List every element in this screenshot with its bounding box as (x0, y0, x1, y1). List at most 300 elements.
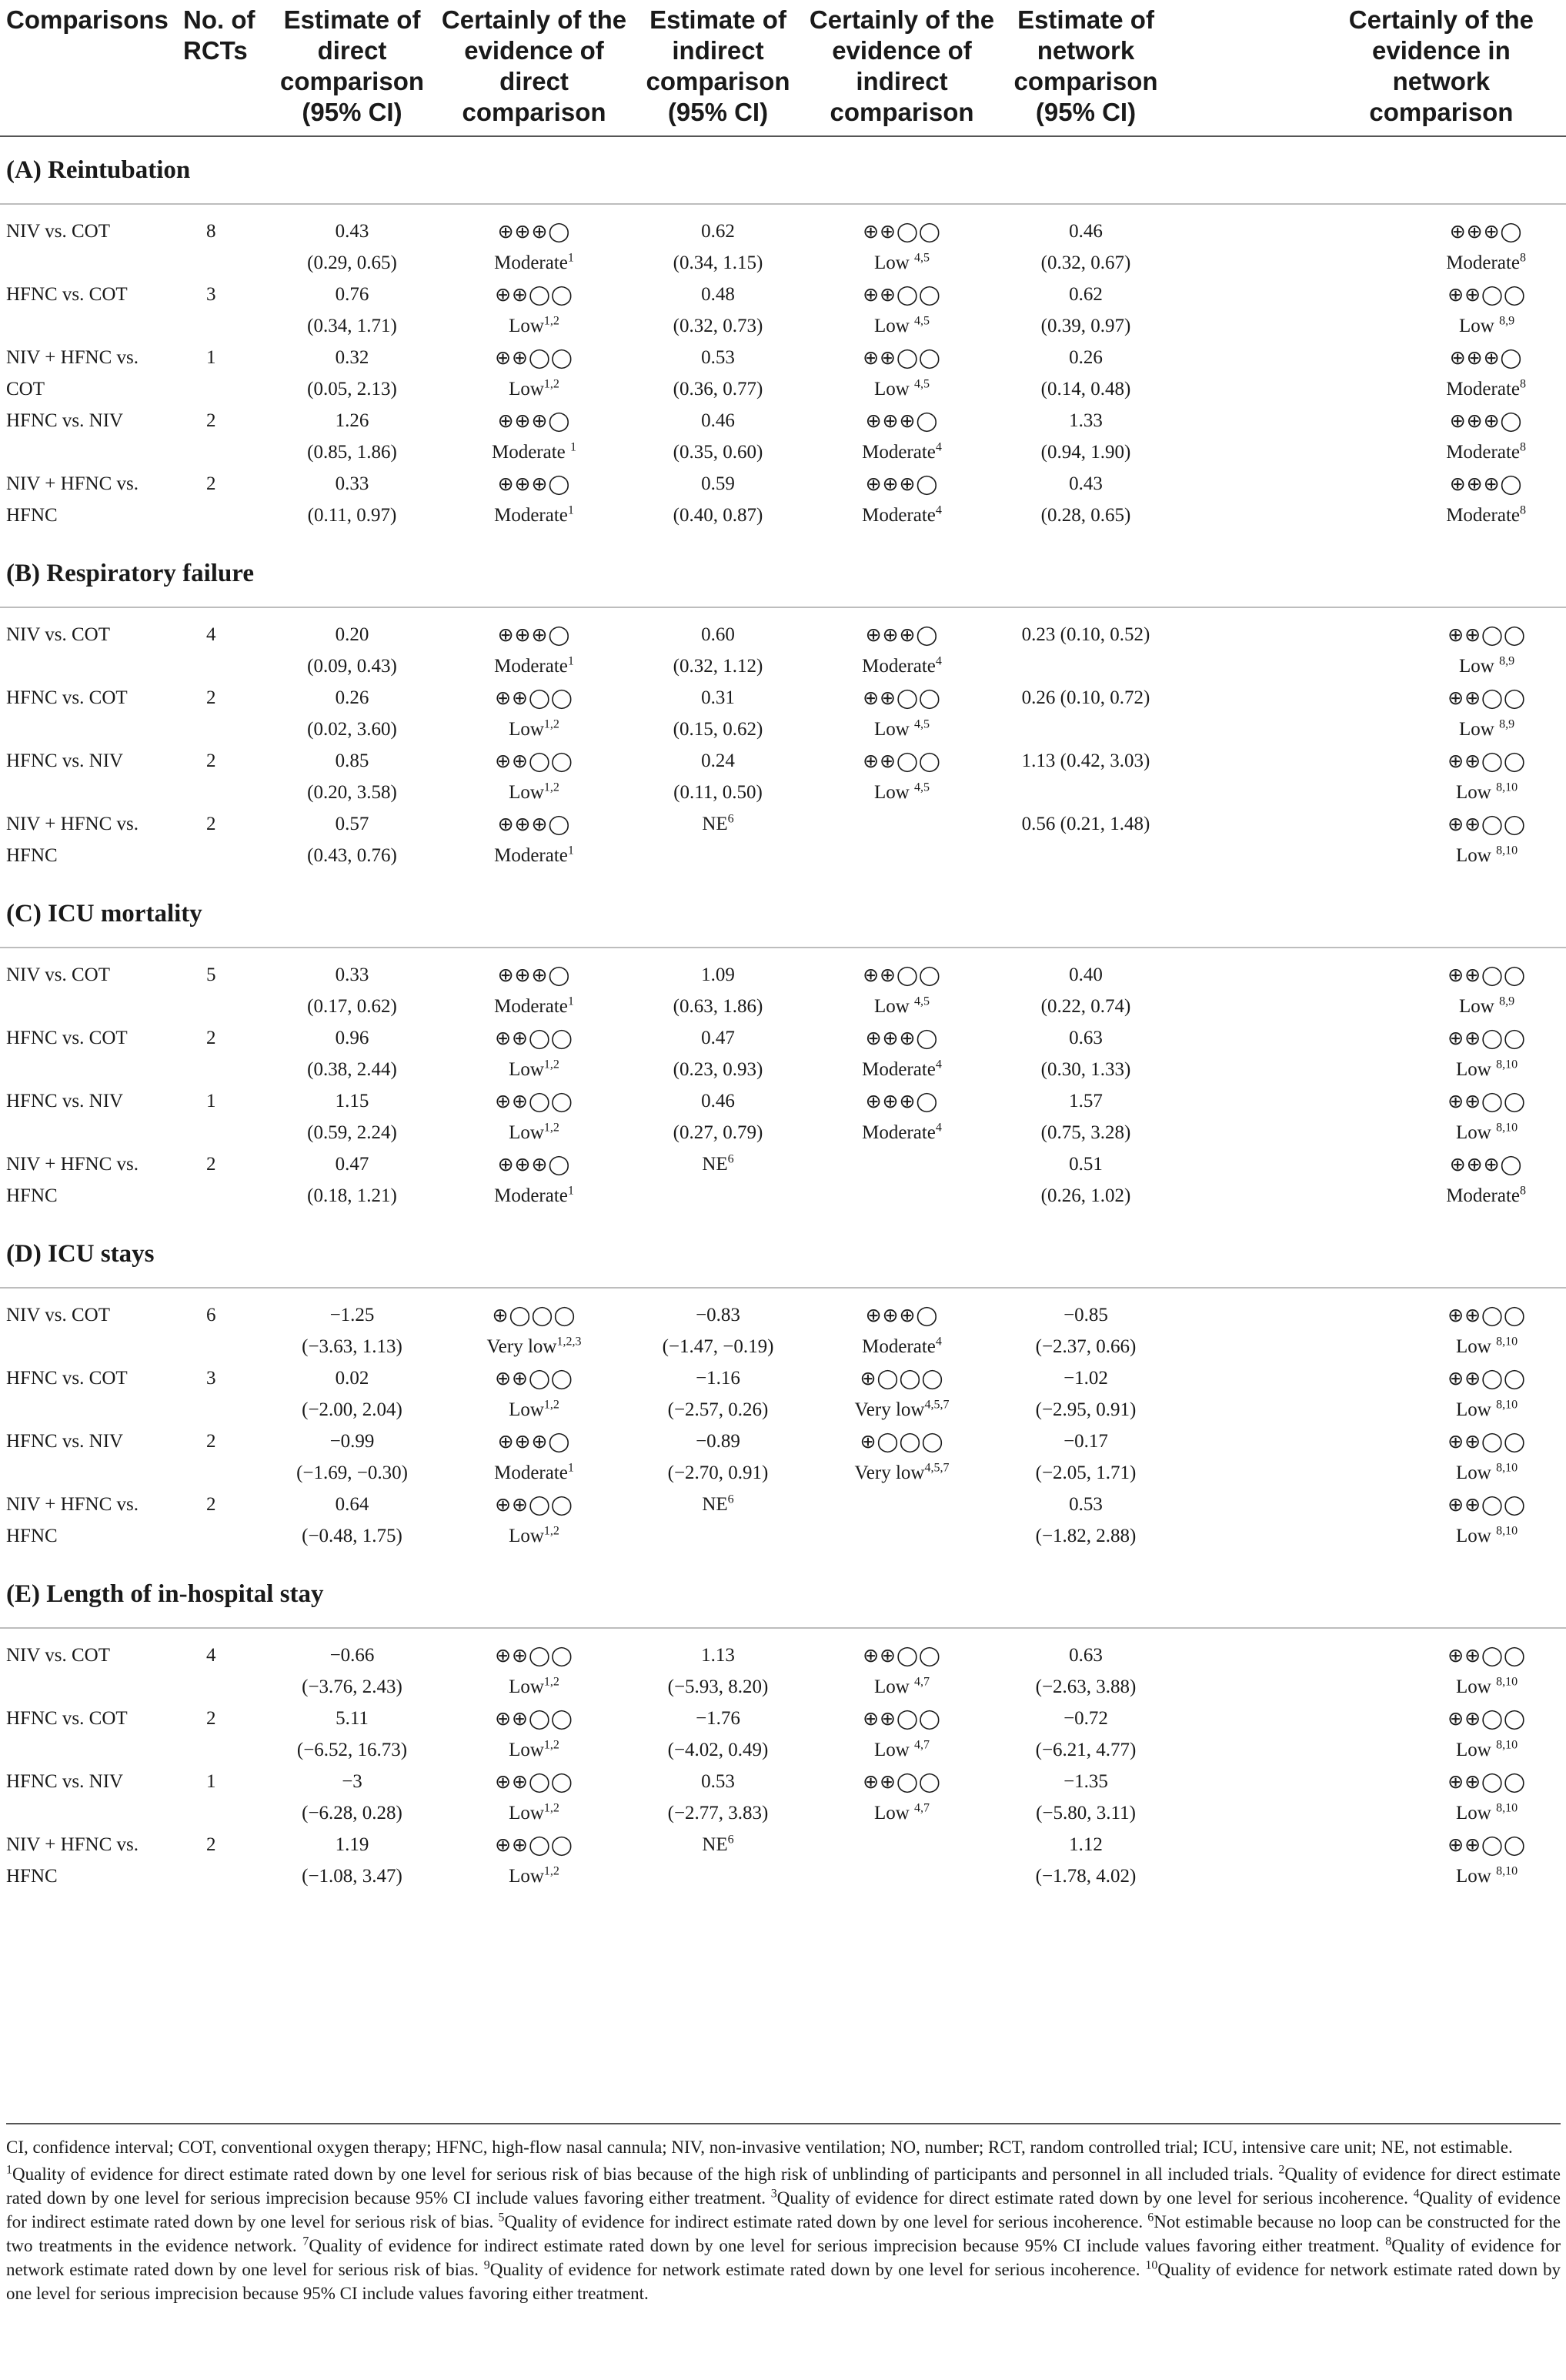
estimate-line: −0.83 (696, 1305, 740, 1325)
estimate-line: −0.85 (1063, 1305, 1108, 1325)
estimate-line: (0.18, 1.21) (307, 1185, 397, 1206)
network-certainty (1167, 1362, 1566, 1426)
footnote-ref: 8,9 (1499, 717, 1515, 731)
certainty-label: Moderate$^8$ (1446, 251, 1526, 273)
indirect-estimate (637, 405, 799, 468)
rct-count: 2 (206, 410, 216, 431)
estimate-line: (0.23, 0.93) (673, 1059, 763, 1080)
table-row (0, 342, 1566, 405)
certainty-symbols: ⊕⊕◯◯ (863, 1707, 941, 1730)
comparison-label: HFNC (6, 505, 58, 526)
estimate-line: 0.47 (335, 1154, 369, 1175)
header-direct-estimate (273, 0, 431, 136)
footnote-ref: 8,9 (1499, 994, 1515, 1008)
comparison-label: HFNC vs. NIV (6, 410, 124, 431)
estimate-line: (−6.52, 16.73) (296, 1740, 408, 1760)
network-certainty (1167, 745, 1566, 808)
comparison-cell (0, 1703, 177, 1766)
comparison-cell (0, 682, 177, 745)
direct-certainty (431, 405, 637, 468)
table-row (0, 808, 1566, 881)
header-line: indirect (672, 36, 764, 65)
certainty-symbols: ⊕⊕◯◯ (495, 687, 573, 709)
footnote-ref: 4 (935, 440, 942, 454)
estimate-line: (0.39, 0.97) (1040, 316, 1131, 336)
certainty-label: Low$^{1,2}$ (509, 377, 559, 399)
estimate-line: 5.11 (336, 1708, 369, 1729)
network-estimate (1005, 1288, 1167, 1362)
indirect-estimate (637, 1766, 799, 1829)
certainty-symbols: ⊕⊕◯◯ (1447, 623, 1526, 646)
direct-certainty (431, 1426, 637, 1489)
network-certainty-wrap (1447, 1426, 1526, 1489)
footnote-text: Not estimable because no loop can be constructed for the two treatments in the evidence network. (6, 2212, 1561, 2255)
header-line: comparison (1013, 67, 1158, 95)
estimate-line: 0.26 (1069, 347, 1103, 368)
certainty-label: Low$^{1,2}$ (509, 1801, 559, 1823)
estimate-line: 0.48 (701, 284, 735, 305)
estimate-line: (−2.95, 0.91) (1035, 1399, 1137, 1420)
footnote-number: 1 (6, 2163, 12, 2177)
estimate-line: 0.46 (1069, 221, 1103, 242)
rct-count: 2 (206, 687, 216, 708)
certainty-symbols: ⊕⊕◯◯ (1447, 1707, 1526, 1730)
comparison-cell (0, 468, 177, 540)
header-line: RCTs (183, 36, 248, 65)
footnote-ref: 1,2 (543, 1524, 559, 1538)
comparison-cell (0, 342, 177, 405)
footnote-ref: 1 (567, 844, 574, 857)
footnote-text: Quality of evidence for network estimate rated down by one level for serious imprecision because 95% CI include values favoring either treatment. (6, 2260, 1561, 2303)
estimate-line: (−2.70, 0.91) (667, 1462, 769, 1483)
indirect-certainty (799, 1288, 1005, 1362)
estimate-line: 1.33 (1069, 410, 1103, 431)
comparison-label: NIV + HFNC vs. (6, 473, 139, 494)
certainty-label: Low $^{8,9}$ (1459, 314, 1515, 336)
certainty-symbols: ⊕⊕◯◯ (495, 1644, 573, 1666)
comparison-label: HFNC (6, 845, 58, 866)
comparison-cell (0, 1288, 177, 1362)
certainty-label: Very low$^{4,5,7}$ (854, 1398, 950, 1420)
certainty-symbols: ⊕⊕⊕◯ (1449, 473, 1523, 495)
estimate-line: 0.43 (335, 221, 369, 242)
comparison-cell (0, 1085, 177, 1148)
certainty-label: Moderate$^1$ (494, 503, 574, 526)
certainty-label: Low $^{8,10}$ (1456, 1675, 1518, 1697)
network-certainty (1167, 1288, 1566, 1362)
estimate-line: (−2.63, 3.88) (1035, 1676, 1137, 1697)
footnote-ref: 6 (727, 1833, 734, 1847)
footnote-ref: 8 (1520, 440, 1526, 454)
comparison-label: HFNC vs. NIV (6, 1431, 124, 1452)
footnote-ref: 1,2 (543, 717, 559, 731)
certainty-label: Very low$^{4,5,7}$ (854, 1461, 950, 1483)
footnote-text: Quality of evidence for direct estimate rated down by one level for serious risk of bias because of the high risk of unblinding of participants and personnel in all included trials. (12, 2164, 1279, 2184)
certainty-symbols: ⊕⊕⊕◯ (1449, 1153, 1523, 1175)
footnote-ref: 8,10 (1496, 1738, 1518, 1752)
footnote-ref: 1,2 (543, 1675, 559, 1689)
indirect-certainty (799, 948, 1005, 1022)
footnote-ref: 1,2 (543, 781, 559, 794)
network-certainty-wrap (1446, 342, 1526, 405)
direct-estimate (273, 808, 431, 881)
comparison-label: HFNC (6, 1526, 58, 1546)
estimate-line: 1.09 (701, 964, 735, 985)
estimate-line: (−2.05, 1.71) (1035, 1462, 1137, 1483)
network-estimate (1005, 1362, 1167, 1426)
header-line: network (1037, 36, 1135, 65)
indirect-estimate (637, 1489, 799, 1561)
estimate-line: (0.36, 0.77) (673, 379, 763, 399)
estimate-line: 0.76 (335, 284, 369, 305)
comparison-label: NIV + HFNC vs. (6, 814, 139, 834)
footnote-ref: 1 (567, 251, 574, 265)
indirect-estimate (637, 342, 799, 405)
direct-estimate (273, 682, 431, 745)
network-certainty-wrap (1447, 959, 1526, 1022)
comparison-label: HFNC vs. NIV (6, 1091, 124, 1111)
indirect-estimate (637, 1148, 799, 1221)
direct-certainty (431, 1148, 637, 1221)
footnote-ref: 1 (567, 1461, 574, 1475)
certainty-label: Moderate$^4$ (862, 503, 942, 526)
certainty-label: Moderate$^1$ (494, 994, 574, 1017)
certainty-symbols: ⊕⊕◯◯ (495, 1833, 573, 1856)
estimate-line: 1.12 (1069, 1834, 1103, 1855)
estimate-line: 0.53 (1069, 1494, 1103, 1515)
network-certainty (1167, 1489, 1566, 1561)
estimate-line: (0.05, 2.13) (307, 379, 397, 399)
estimate-line: 0.51 (1069, 1154, 1103, 1175)
footnote-ref: 4,5 (914, 781, 930, 794)
footnote-number: 9 (483, 2258, 490, 2272)
certainty-label: Low$^{1,2}$ (509, 781, 559, 803)
table-row (0, 468, 1566, 540)
estimate-line: 0.32 (335, 347, 369, 368)
comparison-cell (0, 279, 177, 342)
indirect-certainty (799, 1703, 1005, 1766)
estimate-line: (0.27, 0.79) (673, 1122, 763, 1143)
footnote-ref: 1,2 (543, 377, 559, 391)
certainty-symbols: ⊕⊕◯◯ (863, 1644, 941, 1666)
network-estimate (1005, 745, 1167, 808)
certainty-symbols: ⊕⊕◯◯ (495, 750, 573, 772)
network-certainty (1167, 405, 1566, 468)
estimate-line: (0.94, 1.90) (1040, 442, 1131, 463)
estimate-line: (−2.37, 0.66) (1035, 1336, 1137, 1357)
network-certainty (1167, 607, 1566, 682)
certainty-symbols: ⊕⊕⊕◯ (497, 964, 571, 986)
network-certainty-wrap (1446, 405, 1526, 468)
indirect-certainty (799, 1628, 1005, 1703)
indirect-certainty (799, 1085, 1005, 1148)
network-estimate (1005, 468, 1167, 540)
certainty-symbols: ⊕⊕◯◯ (863, 346, 941, 369)
certainty-label: Low $^{4,7}$ (873, 1675, 930, 1697)
network-estimate (1005, 1628, 1167, 1703)
section-row (0, 1221, 1566, 1288)
section-title: (A) Reintubation (0, 136, 1566, 204)
header-indirect-certainty (799, 0, 1005, 136)
direct-estimate (273, 1148, 431, 1221)
comparison-cell (0, 1829, 177, 1901)
certainty-label: Low $^{8,10}$ (1456, 1524, 1518, 1546)
estimate-line: 0.57 (335, 814, 369, 834)
header-line: comparison (279, 67, 425, 95)
estimate-line: 0.46 (701, 1091, 735, 1111)
footnote-ref: 4,5 (914, 994, 930, 1008)
table-row (0, 1362, 1566, 1426)
certainty-symbols: ⊕⊕⊕◯ (865, 1090, 939, 1112)
certainty-symbols: ⊕⊕⊕◯ (865, 1027, 939, 1049)
direct-estimate (273, 468, 431, 540)
estimate-line: 0.23 (0.10, 0.52) (1021, 624, 1150, 645)
rct-count: 5 (206, 964, 216, 985)
footnote-ref: 4 (935, 503, 942, 517)
certainty-symbols: ⊕⊕◯◯ (1447, 687, 1526, 709)
indirect-estimate (637, 279, 799, 342)
certainty-symbols: ⊕⊕⊕◯ (865, 473, 939, 495)
comparison-cell (0, 808, 177, 881)
direct-estimate (273, 405, 431, 468)
header-line: (95% CI) (667, 98, 769, 126)
direct-estimate (273, 1489, 431, 1561)
estimate-line: (−0.48, 1.75) (302, 1526, 402, 1546)
table-row (0, 1148, 1566, 1221)
footnote-number: 3 (770, 2187, 777, 2201)
footnote-number: 4 (1413, 2187, 1420, 2201)
direct-certainty (431, 1703, 637, 1766)
header-line: Certainly of the (441, 5, 627, 34)
footnote-ref: 4,5 (914, 717, 930, 731)
network-estimate (1005, 405, 1167, 468)
certainty-symbols: ⊕⊕◯◯ (863, 220, 941, 242)
estimate-line: −1.25 (329, 1305, 375, 1325)
rct-count: 2 (206, 473, 216, 494)
estimate-line: (0.17, 0.62) (307, 996, 397, 1017)
indirect-estimate (637, 1022, 799, 1085)
rct-count: 1 (206, 1091, 216, 1111)
footnote-number: 5 (498, 2211, 505, 2225)
indirect-certainty (799, 1766, 1005, 1829)
network-certainty (1167, 1426, 1566, 1489)
network-certainty-wrap (1447, 808, 1526, 871)
estimate-line: (−1.78, 4.02) (1035, 1866, 1137, 1887)
header-line: (95% CI) (302, 98, 402, 126)
estimate-line: (0.11, 0.97) (307, 505, 397, 526)
certainty-label: Low $^{8,10}$ (1456, 1058, 1518, 1080)
estimate-line: 0.02 (335, 1368, 369, 1389)
table-row (0, 1489, 1566, 1561)
footnote-text: Quality of evidence for network estimate rated down by one level for serious incoherence. (489, 2260, 1146, 2279)
comparison-cell (0, 1426, 177, 1489)
indirect-certainty (799, 745, 1005, 808)
rct-count: 3 (206, 1368, 216, 1389)
footnote-ref: 4,7 (914, 1738, 930, 1752)
certainty-label: Low$^{1,2}$ (509, 1675, 559, 1697)
certainty-symbols: ⊕⊕◯◯ (1447, 1833, 1526, 1856)
estimate-line: (0.43, 0.76) (307, 845, 397, 866)
estimate-line: 0.26 (335, 687, 369, 708)
footnote-ref: 8,9 (1499, 654, 1515, 668)
certainty-symbols: ⊕⊕◯◯ (1447, 964, 1526, 986)
section-row (0, 136, 1566, 204)
rct-count: 1 (206, 1771, 216, 1792)
comparison-label: NIV + HFNC vs. (6, 1494, 139, 1515)
header-line: evidence of (464, 36, 604, 65)
footnote-ref: 1 (567, 503, 574, 517)
certainty-label: Low $^{4,5}$ (873, 251, 930, 273)
header-indirect-estimate (637, 0, 799, 136)
certainty-symbols: ⊕⊕◯◯ (863, 687, 941, 709)
footnote-ref: 1,2 (543, 1058, 559, 1071)
estimate-line: (0.02, 3.60) (307, 719, 397, 740)
certainty-label: Low $^{8,10}$ (1456, 1738, 1518, 1760)
comparison-label: NIV + HFNC vs. (6, 1154, 139, 1175)
table-header (0, 0, 1566, 136)
comparison-cell (0, 204, 177, 279)
certainty-symbols: ⊕⊕⊕◯ (497, 473, 571, 495)
indirect-certainty (799, 607, 1005, 682)
certainty-symbols: ⊕⊕⊕◯ (865, 623, 939, 646)
certainty-symbols: ⊕⊕⊕◯ (497, 409, 571, 432)
estimate-line: (0.34, 1.71) (307, 316, 397, 336)
footnote-ref: 1,2 (543, 1738, 559, 1752)
estimate-line: 1.15 (335, 1091, 369, 1111)
estimate-line: 0.62 (701, 221, 735, 242)
estimate-line: 0.46 (701, 410, 735, 431)
header-line: No. of (183, 5, 255, 34)
certainty-symbols: ⊕⊕◯◯ (1447, 1027, 1526, 1049)
direct-estimate (273, 1766, 431, 1829)
estimate-line: 1.13 (0.42, 3.03) (1021, 750, 1150, 771)
footnote-ref: 6 (727, 1493, 734, 1506)
table-row (0, 1703, 1566, 1766)
estimate-line: −1.76 (696, 1708, 740, 1729)
indirect-estimate (637, 745, 799, 808)
rct-count: 2 (206, 1494, 216, 1515)
estimate-line: (0.32, 0.67) (1040, 252, 1131, 273)
header-network-estimate (1005, 0, 1167, 136)
footnote-text: Quality of evidence for indirect estimate rated down by one level for serious incoherence. (504, 2212, 1148, 2231)
header-line: (95% CI) (1035, 98, 1137, 126)
estimate-line: (0.34, 1.15) (673, 252, 763, 273)
footnote-number: 7 (302, 2235, 309, 2248)
table-footnotes (6, 2123, 1561, 2305)
indirect-certainty (799, 682, 1005, 745)
estimate-line: 0.26 (0.10, 0.72) (1021, 687, 1150, 708)
header-comparisons: Comparisons (0, 0, 177, 136)
certainty-label: Moderate$^1$ (494, 1461, 574, 1483)
certainty-symbols: ⊕⊕⊕◯ (1449, 409, 1523, 432)
section-title: (B) Respiratory failure (0, 540, 1566, 607)
indirect-certainty (799, 1426, 1005, 1489)
footnote-ref: 8,10 (1496, 781, 1518, 794)
footnote-ref: 8 (1520, 377, 1526, 391)
table-row (0, 682, 1566, 745)
estimate-line: (0.30, 1.33) (1040, 1059, 1131, 1080)
footnote-ref: 4,7 (914, 1675, 930, 1689)
estimate-line: (0.35, 0.60) (673, 442, 763, 463)
indirect-estimate (637, 1426, 799, 1489)
network-certainty (1167, 1829, 1566, 1901)
footnote-ref: 1,2,3 (556, 1335, 582, 1349)
estimate-line: 0.20 (335, 624, 369, 645)
direct-certainty (431, 1085, 637, 1148)
rct-count: 2 (206, 1154, 216, 1175)
estimate-line: 0.62 (1069, 284, 1103, 305)
footnote-ref: 4,5 (914, 377, 930, 391)
certainty-label: Low$^{1,2}$ (509, 1058, 559, 1080)
network-certainty (1167, 1703, 1566, 1766)
footnote-ref: 1,2 (543, 1801, 559, 1815)
estimate-line: (−2.00, 2.04) (302, 1399, 402, 1420)
certainty-label: Low $^{4,5}$ (873, 377, 930, 399)
comparison-cell (0, 1489, 177, 1561)
footnote-ref: 4,5 (914, 314, 930, 328)
rct-count: 2 (206, 1431, 216, 1452)
indirect-estimate (637, 204, 799, 279)
comparison-label: HFNC vs. COT (6, 284, 128, 305)
footnote-text: Quality of evidence for direct estimate rated down by one level for serious imprecision because 95% CI include values favoring either treatment. (6, 2164, 1561, 2208)
footnote-ref: 4,7 (914, 1801, 930, 1815)
certainty-symbols: ⊕⊕◯◯ (1447, 1367, 1526, 1389)
certainty-label: Moderate$^4$ (862, 1335, 942, 1357)
network-estimate (1005, 607, 1167, 682)
rct-count: 8 (206, 221, 216, 242)
network-certainty-wrap (1447, 279, 1526, 342)
header-line: direct (317, 36, 387, 65)
certainty-label: Moderate$^4$ (862, 440, 942, 463)
comparison-label: HFNC vs. COT (6, 687, 128, 708)
direct-certainty (431, 468, 637, 540)
rct-count: 6 (206, 1305, 216, 1325)
certainty-label: Moderate$^1$ (494, 844, 574, 866)
estimate-line: $NE^6$ (702, 812, 734, 834)
certainty-label: Low $^{8,10}$ (1456, 1398, 1518, 1420)
abbreviations-note: CI, confidence interval; COT, conventional oxygen therapy; HFNC, high-flow nasal cannula; NIV, non-invasive ventilation; NO, number; RCT, random controlled trial; ICU, intensive care unit; NE, not estimable. (6, 2138, 1513, 2157)
comparison-cell (0, 1766, 177, 1829)
certainty-symbols: ⊕⊕⊕◯ (865, 1304, 939, 1326)
estimate-line: (0.26, 1.02) (1040, 1185, 1131, 1206)
footnote-ref: 4 (935, 1121, 942, 1135)
network-certainty-wrap (1447, 1703, 1526, 1766)
certainty-symbols: ⊕⊕◯◯ (863, 750, 941, 772)
certainty-label: Low$^{1,2}$ (509, 1398, 559, 1420)
estimate-line: (0.28, 0.65) (1040, 505, 1131, 526)
indirect-certainty (799, 1022, 1005, 1085)
footnote-ref: 1,2 (543, 314, 559, 328)
certainty-label: Low$^{1,2}$ (509, 314, 559, 336)
estimate-line: (0.14, 0.48) (1040, 379, 1131, 399)
certainty-label: Low $^{8,9}$ (1459, 994, 1515, 1017)
network-certainty (1167, 1628, 1566, 1703)
estimate-line: (0.38, 2.44) (307, 1059, 397, 1080)
footnote-ref: 8,10 (1496, 1121, 1518, 1135)
estimate-line: (−5.80, 3.11) (1036, 1803, 1136, 1823)
footnote-ref: 8 (1520, 1184, 1526, 1198)
footnote-ref: 8,10 (1496, 1461, 1518, 1475)
table-row (0, 1288, 1566, 1362)
certainty-label: Moderate $^1$ (491, 440, 577, 463)
certainty-symbols: ⊕⊕◯◯ (1447, 283, 1526, 306)
section-title: (C) ICU mortality (0, 881, 1566, 948)
network-certainty-wrap (1447, 745, 1526, 808)
indirect-certainty (799, 342, 1005, 405)
footnote-ref: 1 (567, 654, 574, 668)
certainty-label: Low $^{8,10}$ (1456, 781, 1518, 803)
indirect-certainty (799, 405, 1005, 468)
